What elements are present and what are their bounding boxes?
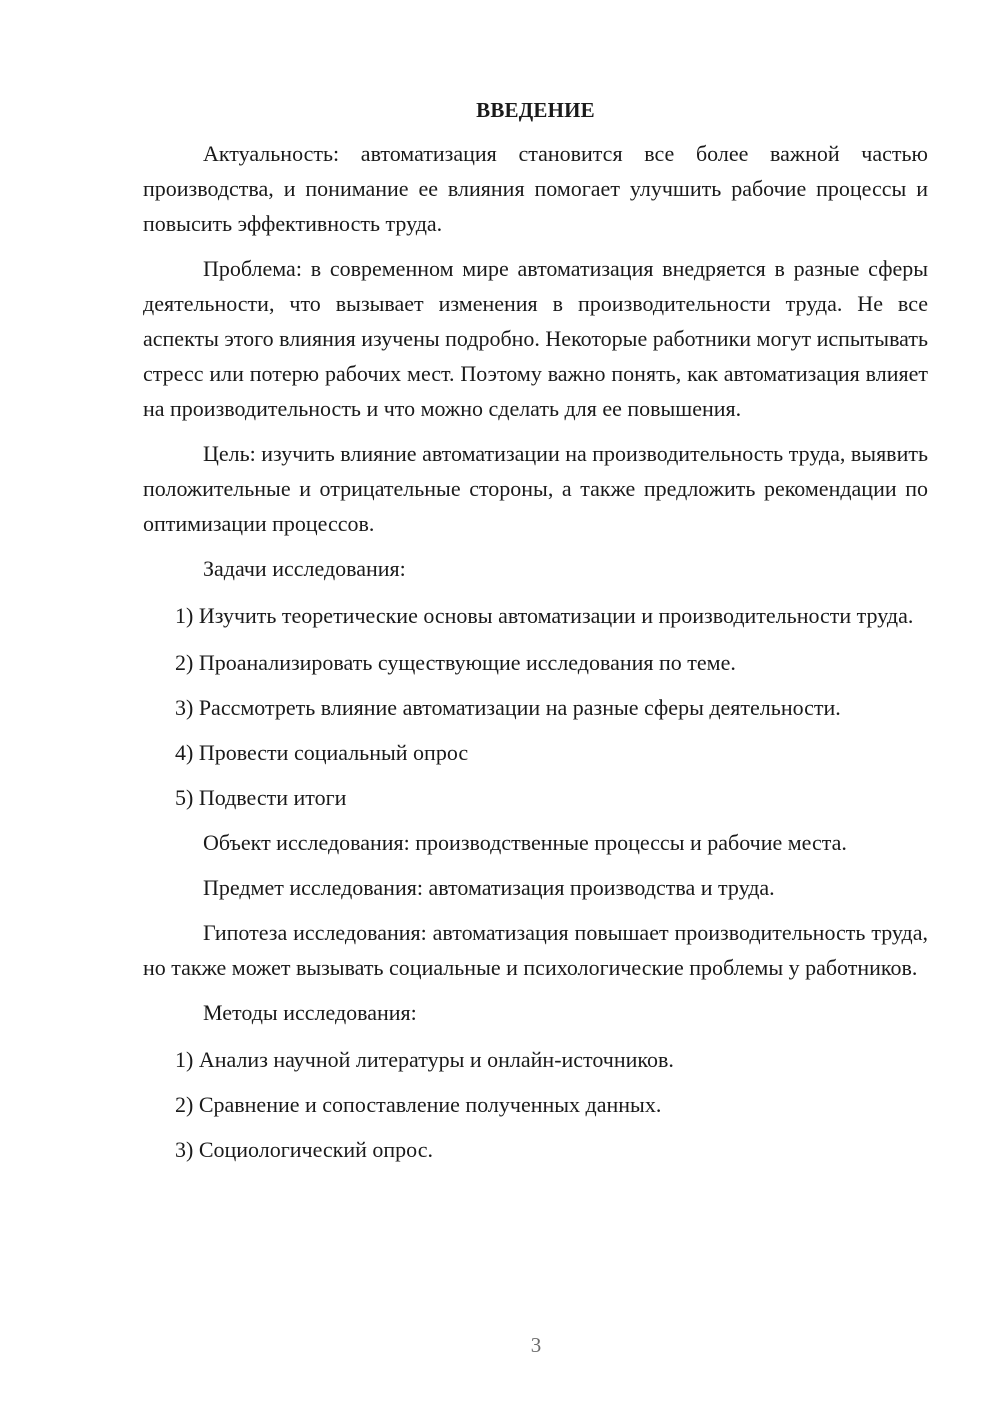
task-item-5: 5) Подвести итоги [175, 785, 347, 810]
page-title: ВВЕДЕНИЕ [476, 98, 595, 122]
task-item-3: 3) Рассмотреть влияние автоматизации на разные сферы деятельности. [175, 695, 841, 720]
method-item-3: 3) Социологический опрос. [175, 1137, 433, 1162]
paragraph-problem: Проблема: в современном мире автоматизация внедряется в разные сферы деятельности, что вызывает изменения в производительности труда. Не все аспекты этого влияния изучены подробно. Некоторые работники могут испытывать стресс или потерю рабочих мест. Поэтому важно понять, как автоматизация влияет на производительность и что можно сделать для ее повышения. [143, 256, 929, 421]
paragraph-goal: Цель: изучить влияние автоматизации на производительность труда, выявить положительные и отрицательные стороны, а также предложить рекомендации по оптимизации процессов. [143, 441, 928, 536]
task-item-2: 2) Проанализировать существующие исследования по теме. [175, 650, 736, 675]
task-item-4: 4) Провести социальный опрос [175, 740, 469, 765]
document-body [143, 96, 928, 1177]
tasks-heading: Задачи исследования: [203, 556, 406, 581]
paragraph-relevance: Актуальность: автоматизация становится все более важной частью производства, и понимание ее влияния помогает улучшить рабочие процессы и повысить эффективность труда. [143, 141, 928, 236]
paragraph-subject: Предмет исследования: автоматизация производства и труда. [203, 875, 775, 900]
paragraph-hypothesis: Гипотеза исследования: автоматизация повышает производительность труда, но также может вызывать социальные и психологические проблемы у работников. [143, 920, 928, 980]
task-item-1: 1) Изучить теоретические основы автоматизации и производительности труда. [175, 603, 914, 628]
page-number: 3 [530, 1333, 542, 1357]
method-item-1: 1) Анализ научной литературы и онлайн-источников. [175, 1047, 674, 1072]
paragraph-object: Объект исследования: производственные процессы и рабочие места. [203, 830, 847, 855]
methods-heading: Методы исследования: [203, 1000, 417, 1025]
method-item-2: 2) Сравнение и сопоставление полученных данных. [175, 1092, 662, 1117]
